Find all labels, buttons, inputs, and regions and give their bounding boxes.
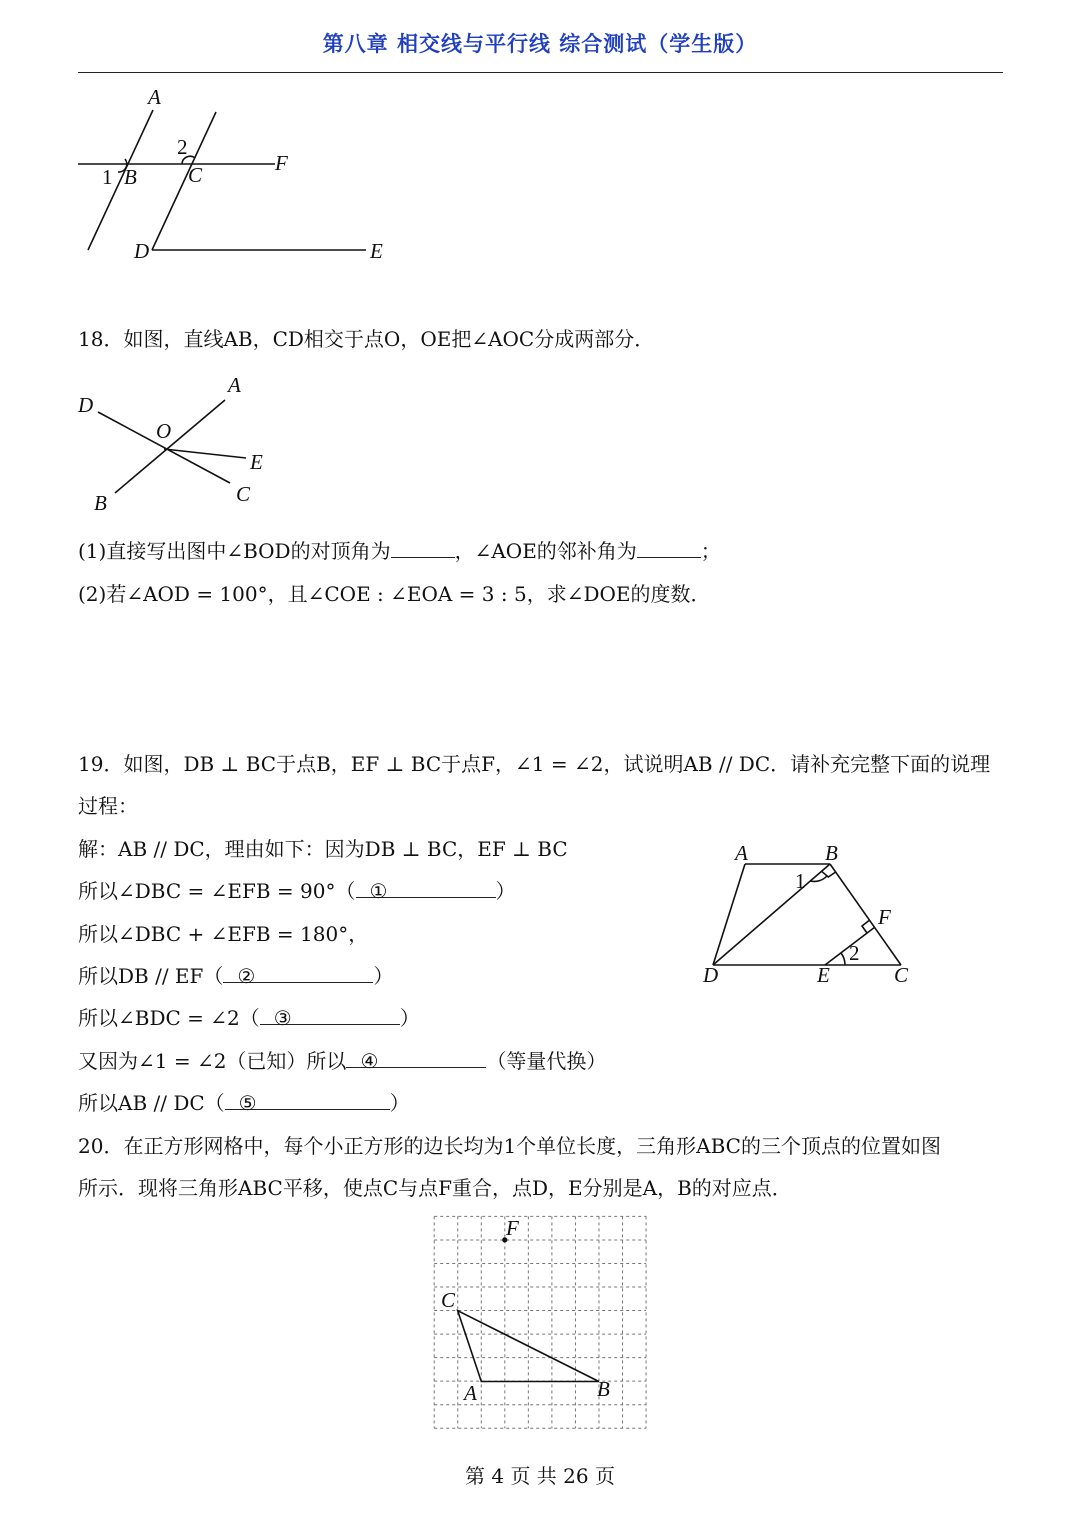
label-c: C — [441, 1288, 456, 1312]
q19-stem-2: 过程： — [78, 794, 138, 818]
label-a: A — [148, 85, 161, 109]
q20-stem-2: 所示．现将三角形ABC平移，使点C与点F重合，点D，E分别是A，B的对应点． — [78, 1176, 792, 1200]
q19-line-2: 所以∠DBC = ∠EFB = 90°（ ① ） — [78, 879, 516, 903]
right-angle-b — [822, 871, 836, 877]
segment-bd — [713, 864, 830, 965]
page-number: 第 4 页 共 26 页 — [465, 1464, 615, 1488]
segment-ad — [713, 864, 745, 965]
label-e: E — [370, 239, 383, 263]
q18-part2: (2)若∠AOD = 100°，且∠COE : ∠EOA = 3 : 5，求∠DOE的度数． — [78, 582, 711, 606]
q19-line-1: 解：AB // DC，理由如下：因为DB ⊥ BC，EF ⊥ BC — [78, 837, 568, 861]
label-b: B — [825, 841, 838, 865]
label-c: C — [236, 482, 251, 506]
angle-2-arc — [841, 953, 845, 965]
label-d: D — [134, 239, 150, 263]
label-f: F — [878, 905, 891, 929]
answer-blank-4: ④ — [346, 1047, 486, 1068]
label-e: E — [817, 963, 830, 987]
label-b: B — [597, 1377, 610, 1401]
line-ab — [88, 110, 153, 250]
page-title: 第八章 相交线与平行线 综合测试（学生版） — [322, 32, 758, 56]
answer-blank — [391, 537, 455, 558]
label-f: F — [275, 151, 288, 175]
q19-line-4: 所以DB // EF（ ② ） — [78, 964, 394, 988]
label-c: C — [188, 163, 203, 187]
label-b: B — [124, 165, 137, 189]
label-1: 1 — [102, 165, 113, 189]
q19-stem-1: 19．如图，DB ⊥ BC于点B，EF ⊥ BC于点F，∠1 = ∠2，试说明AB // DC．请补充完整下面的说理 — [78, 752, 991, 776]
q19-line-6: 又因为∠1 = ∠2（已知）所以 ④ （等量代换） — [78, 1049, 607, 1073]
q19-line-5: 所以∠BDC = ∠2（ ③ ） — [78, 1006, 420, 1030]
label-a: A — [464, 1381, 477, 1405]
label-2: 2 — [177, 135, 188, 159]
label-d: D — [703, 963, 719, 987]
figure-q19 — [695, 838, 925, 988]
label-d: D — [78, 393, 94, 417]
figure-q18 — [70, 370, 300, 520]
answer-blank-3: ③ — [260, 1004, 400, 1025]
answer-blank — [637, 537, 701, 558]
label-o: O — [156, 419, 172, 443]
label-a: A — [228, 373, 241, 397]
line-ab — [115, 400, 225, 493]
q18-part1: (1)直接写出图中∠BOD的对顶角为 ，∠AOE的邻补角为 ； — [78, 539, 721, 563]
header-divider — [78, 72, 1003, 73]
label-b: B — [94, 491, 107, 515]
line-through-c — [152, 112, 216, 250]
answer-blank-1: ① — [356, 877, 496, 898]
label-e: E — [250, 450, 263, 474]
label-2: 2 — [849, 941, 860, 965]
answer-blank-5: ⑤ — [225, 1089, 390, 1110]
answer-blank-2: ② — [223, 962, 373, 983]
q19-line-7: 所以AB // DC（ ⑤ ） — [78, 1091, 410, 1115]
label-c: C — [894, 963, 909, 987]
q18-stem: 18．如图，直线AB，CD相交于点O，OE把∠AOC分成两部分． — [78, 327, 655, 351]
label-1: 1 — [795, 869, 806, 893]
label-a: A — [735, 841, 748, 865]
label-f: F — [506, 1216, 519, 1240]
figure-q20-grid — [420, 1205, 660, 1435]
q19-line-3: 所以∠DBC + ∠EFB = 180°， — [78, 922, 369, 946]
figure-q17 — [70, 80, 410, 280]
q20-stem-1: 20．在正方形网格中，每个小正方形的边长均为1个单位长度，三角形ABC的三个顶点的位置如图 — [78, 1134, 941, 1158]
